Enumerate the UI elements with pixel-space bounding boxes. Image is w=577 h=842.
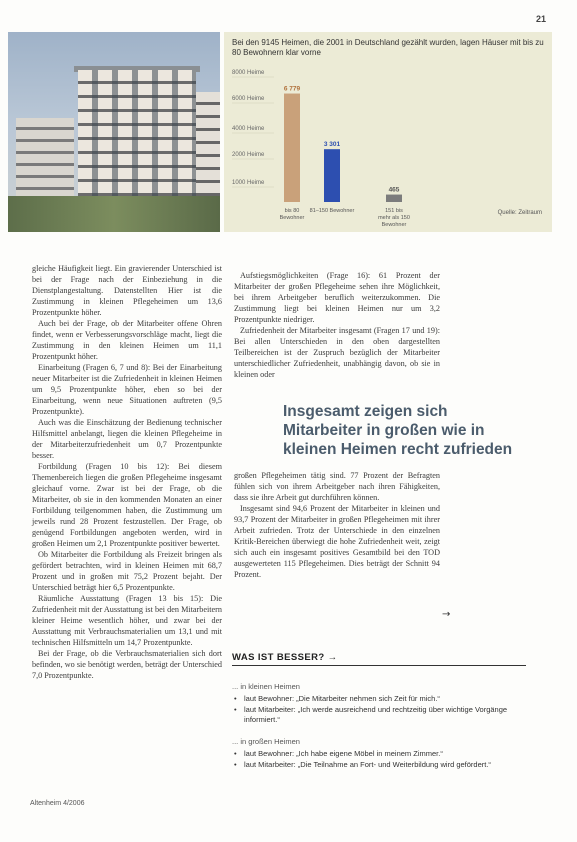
list-item: • laut Bewohner: „Ich habe eigene Möbel in meinem Zimmer.“ — [232, 749, 526, 759]
body-column-right-top — [234, 270, 440, 380]
y-tick-label: 6000 Heime — [232, 96, 265, 102]
y-tick-label: 1000 Heime — [232, 180, 265, 186]
paragraph: Fortbildung (Fragen 10 bis 12): Bei diesem Themenbereich liegen die großen Pflegeheime insgesamt gleichauf vorne. Zwar ist bei der Frage, ob die Mitarbeiter, ob sie in den kommenden Monaten an einer Fortbildung teilgenommen haben, die Zustimmung um jeweils rund 28 Prozent festzustellen. Der Frage, ob genügend Fortbildungen angeboten werden, wird in großen Heimen um 2,1 Prozentpunkte positiver bewertet. — [32, 462, 222, 548]
bar-value-label: 6 779 — [283, 85, 301, 93]
paragraph: Aufstiegsmöglichkeiten (Frage 16): 61 Prozent der Mitarbeiter der großen Pflegeheime sehen ihre Möglichkeit, bei ihrem Arbeitgeber beruflich weiterzukommen. Die Zustimmung liegt bei kleinen Heimen nur um 3,2 Prozentpunkte niedriger. — [234, 271, 440, 324]
y-tick-label: 2000 Heime — [232, 152, 265, 158]
bar — [386, 195, 402, 202]
list-item: • laut Mitarbeiter: „Ich werde ausreichend und rechtzeitig über wichtige Vorgänge informiert.“ — [232, 705, 526, 725]
paragraph: Bei der Frage, ob die Verbrauchsmaterialien sich dort befinden, wo sie benötigt werden, beträgt der Unterschied 7,0 Prozentpunkte. — [32, 649, 222, 680]
category-label: bis 80 — [284, 208, 300, 214]
paragraph: Räumliche Ausstattung (Fragen 13 bis 15): Die Zufriedenheit mit der Ausstattung ist bei den Mitarbeitern kleiner Heime wesentlich höher, und zwar bei der Ausstattung mit Verbrauchsmaterialien um 13,1 und mit technischen Hilfsmitteln um 14,7 Prozentpunkte. — [32, 594, 222, 647]
list-item: • laut Mitarbeiter: „Die Teilnahme an Fort- und Weiterbildung wird gefördert.“ — [232, 760, 526, 770]
paragraph: Einarbeitung (Fragen 6, 7 und 8): Bei der Einarbeitung neuer Mitarbeiter ist die Zufriedenheit in kleinen Heimen um 9,5 Prozentpunkte höher, eben so bei der Einarbeitung, wenn neue Situationen auftreten (9,5 Prozentpunkte). — [32, 363, 222, 416]
chart-title: Bei den 9145 Heimen, die 2001 in Deutschland gezählt wurden, lagen Häuser mit bis zu 80 Bewohnern klar vorne — [232, 38, 544, 57]
paragraph: Auch was die Einschätzung der Bedienung technischer Hilfsmittel anbelangt, liegen die kleinen Pflegeheime in der Mitarbeiterzufriedenheit um 0,7 Prozentpunkte besser. — [32, 418, 222, 460]
page-number: 21 — [536, 14, 547, 24]
box-subheading-small-homes: ... in kleinen Heimen — [232, 682, 300, 691]
category-label: Bewohner — [381, 222, 407, 228]
paragraph: Insgesamt sind 94,6 Prozent der Mitarbeiter in kleinen und 93,7 Prozent der Mitarbeiter in großen Pflegeheimen mit ihrer Arbeit zufrieden. Trotz der Unterschiede in den einzelnen Kritik-Bereichen überwiegt die hohe Zufriedenheit weit, zeigt sich auch ein insgesamt positives Gesamtbild bei den TOD ausgewerteten 115 Pflegeheimen. Dies beträgt der Schnitt 94 Prozent. — [234, 504, 440, 579]
box-subheading-large-homes: ... in großen Heimen — [232, 737, 300, 746]
category-label: 81–150 Bewohner — [309, 208, 355, 214]
bar-chart — [224, 32, 552, 232]
bar-value-label: 3 301 — [323, 141, 341, 149]
category-label: Bewohner — [279, 215, 305, 221]
continue-arrow-icon: → — [442, 609, 451, 620]
category-label: mehr als 150 — [378, 215, 410, 221]
paragraph: Ob Mitarbeiter die Fortbildung als Freizeit bringen als gefördert betrachten, wird in kleinen Heimen mit 68,7 Prozent und in großen mit 75,2 Prozent bejaht. Der Unterschied beträgt hier 6,5 Prozentpunkte. — [32, 550, 222, 592]
small-homes-list — [232, 694, 526, 725]
bar — [284, 94, 300, 202]
box-title: WAS IST BESSER? → — [232, 652, 526, 666]
body-column-right-bottom — [234, 470, 440, 580]
paragraph: Auch bei der Frage, ob der Mitarbeiter offene Ohren findet, wenn er Verbesserungsvorschläge macht, liegt die Zustimmung in den kleinen Heimen um 11,1 Prozentpunkt höher. — [32, 319, 222, 361]
footer-issue: Altenheim 4/2006 — [30, 800, 85, 807]
paragraph: großen Pflegeheimen tätig sind. 77 Prozent der Befragten fühlen sich von ihrem Arbeitgeber nach ihren Fähigkeiten, dass sie ihre Arbeit gut durchführen können. — [234, 471, 440, 502]
comparison-box — [232, 652, 526, 771]
pull-quote: Insgesamt zeigen sich Mitarbeiter in großen wie in kleinen Heimen recht zufrieden — [283, 403, 513, 458]
body-column-left — [32, 263, 222, 681]
category-label: 151 bis — [385, 208, 403, 214]
large-homes-list — [232, 749, 526, 770]
building-photo — [8, 32, 220, 232]
bar — [324, 149, 340, 202]
bar-value-label: 465 — [388, 186, 400, 194]
chart-svg — [224, 32, 552, 232]
paragraph: Zufriedenheit der Mitarbeiter insgesamt (Fragen 17 und 19): Bei allen Unterschieden in den oben dargestellten Teilbereichen ist der Zuspruch bezüglich der Mitarbeiter unterschiedlicher Zufriedenheit, unabhängig davon, ob sie in kleinen oder — [234, 326, 440, 379]
paragraph: gleiche Häufigkeit liegt. Ein gravierender Unterschied ist bei der Frage nach der Einbeziehung in die Dienstplangestaltung. Datenstellten Hier ist die Zustimmung in kleinen Pflegeheimen um 13,6 Prozentpunkte höher. — [32, 264, 222, 317]
list-item: • laut Bewohner: „Die Mitarbeiter nehmen sich Zeit für mich.“ — [232, 694, 526, 704]
chart-source: Quelle: Zeitraum — [497, 210, 542, 216]
y-tick-label: 8000 Heime — [232, 70, 265, 76]
y-tick-label: 4000 Heime — [232, 126, 265, 132]
